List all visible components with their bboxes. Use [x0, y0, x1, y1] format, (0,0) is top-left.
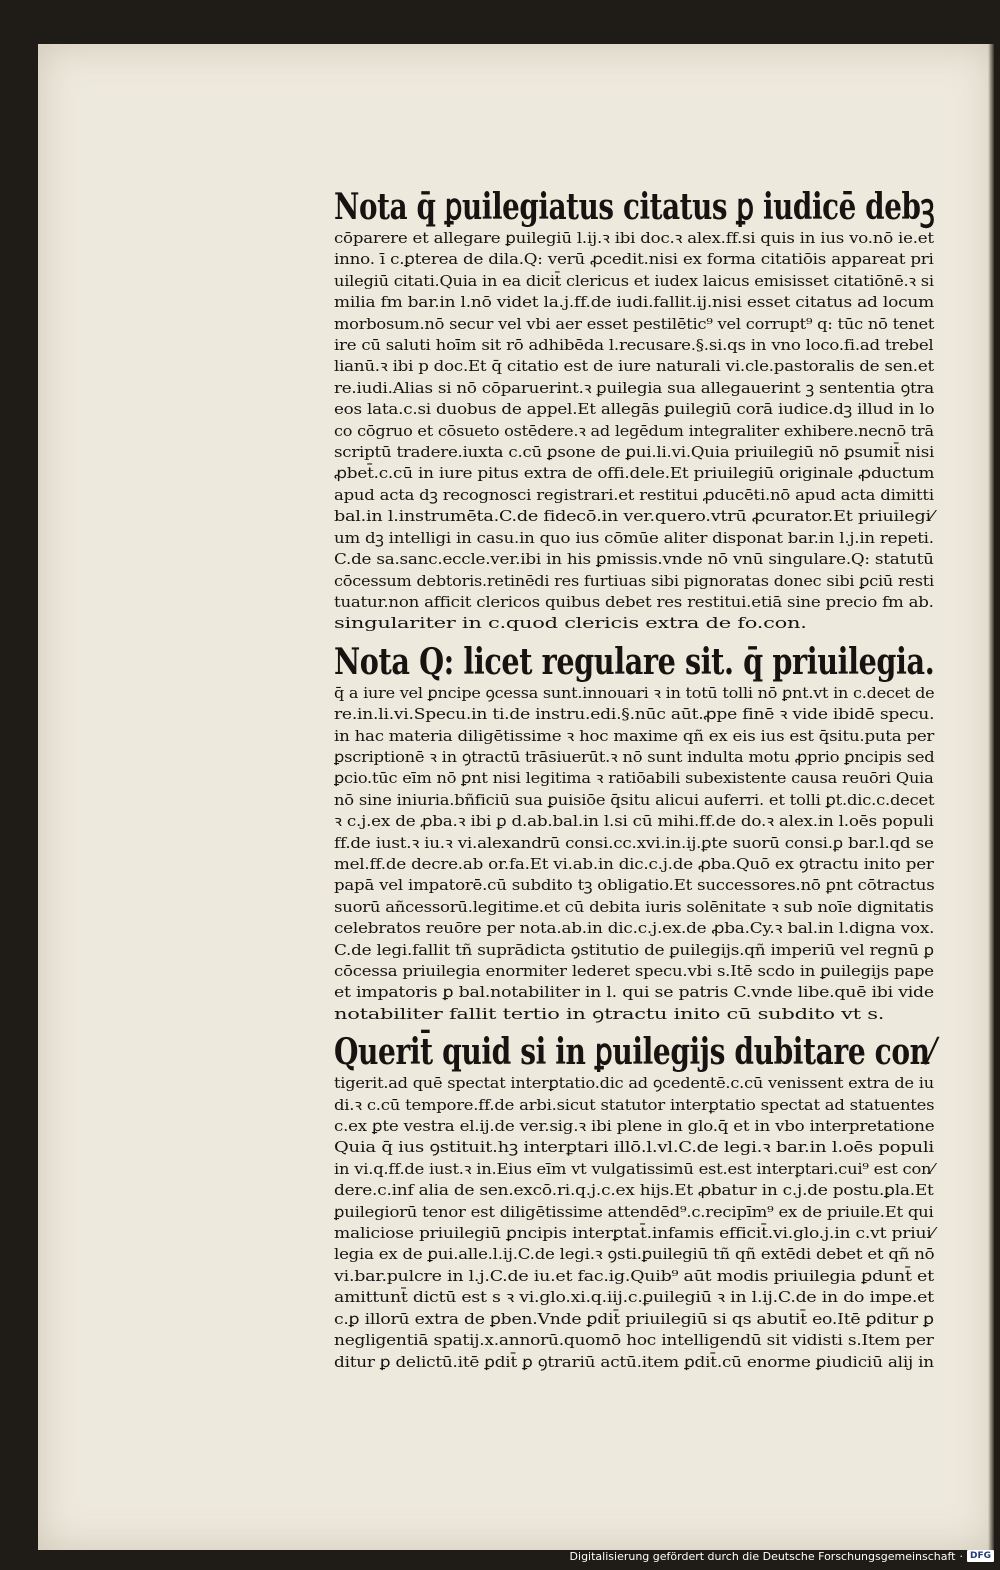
text-line: ꝛ c.j.ex de ꝓba.ꝛ ibi ꝑ d.ab.bal.in l.si cū mihi.ff.de do.ꝛ alex.in l.oēs populi	[334, 812, 934, 831]
section-body	[334, 683, 934, 1026]
dfg-logo: DFG	[967, 1550, 994, 1562]
text-line: ꝑcio.tūc eīm nō ꝑnt nisi legitima ꝛ ratiōabili subexistente causa reuōri Quia	[334, 769, 934, 788]
text-line: c.ꝑ illorū extra de ꝑben.Vnde ꝑdit̄ priuilegiū si qs abutit̄ eo.Itē ꝑditur ꝑ	[334, 1309, 934, 1328]
text-line: um dꝫ intelligi in casu.in quo ius cōmūe aliter disponat bar.in l.j.in repeti.	[334, 528, 934, 547]
text-line: ꝑuilegiorū tenor est diligētissime attendēd⁹.c.recipīm⁹ ex de priuile.Et qui	[334, 1202, 934, 1221]
text-line: re.in.li.vi.Specu.in ti.de instru.edi.§.nūc aūt.ꝓpe finē ꝛ vide ibidē specu.	[334, 705, 935, 724]
text-line: ff.de iust.ꝛ iu.ꝛ vi.alexandrū consi.cc.xvi.in.ij.ꝑte suorū consi.ꝑ bar.l.qd se	[334, 833, 934, 852]
page-scan	[38, 44, 994, 1550]
text-line: ꝓbet̄.c.cū in iure pitus extra de offi.dele.Et priuilegiū originale ꝓductum	[334, 464, 935, 483]
section-heading: Querit̄ quid si in ꝑuilegijs dubitare con⁄	[334, 1031, 934, 1074]
text-line: cōcessa priuilegia enormiter lederet specu.vbi s.Itē scdo in ꝑuilegijs pape	[334, 962, 934, 980]
text-line: papā vel impatorē.cū subdito tꝫ obligatio.Et successores.nō ꝑnt cōtractus	[334, 876, 935, 895]
text-line: re.iudi.Alias si nō cōparuerint.ꝛ ꝑuilegia sua allegauerint ꝫ sententia ꝯtra	[334, 378, 934, 397]
text-line: ire cū saluti hoīm sit rō adhibēda l.recusare.§.si.qs in vno loco.fi.ad trebel	[334, 336, 934, 355]
page-edge	[988, 44, 994, 1550]
text-line: cōcessum debtoris.retinēdi res furtiuas sibi pignoratas donec sibi ꝑciū resti	[334, 571, 934, 590]
section-body	[334, 228, 934, 635]
section-body	[334, 1073, 934, 1373]
text-line: in hac materia diligētissime ꝛ hoc maxime qñ ex eis ius est q̄situ.puta per	[334, 726, 935, 745]
text-line: milia fm bar.in l.nō videt la.j.ff.de iudi.fallit.ij.nisi esset citatus ad locum	[334, 293, 934, 312]
text-line: Quia q̄ ius ꝯstituit.hꝫ interꝑtari illō.l.vl.C.de legi.ꝛ bar.in l.oēs populi	[334, 1138, 934, 1157]
text-line: C.de legi.fallit tñ suprādicta ꝯstitutio de ꝑuilegijs.qñ imperiū vel regnū ꝑ	[334, 940, 934, 959]
text-line: in vi.q.ff.de iust.ꝛ in.Eius eīm vt vulgatissimū est.est interꝑtari.cui⁹ est con⁄	[334, 1159, 934, 1178]
text-line: c.ex ꝑte vestra el.ij.de ver.sig.ꝛ ibi plene in glo.q̄ et in vbo interpretatione	[334, 1117, 935, 1136]
text-line: ditur ꝑ delictū.itē ꝑdit̄ ꝑ ꝯtrariū actū.item ꝑdit̄.cū enorme ꝑiudiciū alij in	[334, 1352, 934, 1371]
text-line: vi.bar.pulcre in l.j.C.de iu.et fac.ig.Quib⁹ aūt modis priuilegia ꝑdunt̄ et	[334, 1266, 934, 1285]
text-line: notabiliter fallit tertio in ꝯtractu inito cū subdito vt s.	[334, 1004, 885, 1023]
text-line: ꝑscriptionē ꝛ in ꝯtractū trāsiuerūt.ꝛ nō sunt indulta motu ꝓprio ꝑncipis sed	[334, 747, 935, 766]
text-line: bal.in l.instrumēta.C.de fidecō.in ver.quero.vtrū ꝓcurator.Et priuilegi⁄	[334, 507, 934, 526]
text-line: di.ꝛ c.cū tempore.ff.de arbi.sicut statutor interꝑtatio spectat ad statuentes	[334, 1095, 935, 1114]
text-line: suorū añcessorū.legitime.et cū debita iuris solēnitate ꝛ sub noīe dignitatis	[334, 897, 934, 916]
text-line: amittunt̄ dictū est s ꝛ vi.glo.xi.q.iij.c.ꝑuilegiū ꝛ in l.ij.C.de in do impe.et	[334, 1288, 934, 1307]
text-line: et impatoris ꝑ bal.notabiliter in l. qui se patris C.vnde libe.quē ibi vide	[334, 983, 934, 1002]
section-heading: Nota Q: licet regulare sit. q̄ priuilegia.	[334, 640, 935, 683]
section-heading: Nota q̄ ꝑuilegiatus citatus ꝑ iudicē debꝫ	[334, 186, 935, 228]
text-line: co cōgruo et cōsueto ostēdere.ꝛ ad legēdum integraliter exhibere.necnō trā	[334, 421, 934, 440]
text-line: dere.c.inf alia de sen.excō.ri.q.j.c.ex hijs.Et ꝓbatur in c.j.de postu.ꝑla.Et	[334, 1181, 934, 1200]
text-line: maliciose priuilegiū ꝑncipis interꝑtat̄.infamis efficit̄.vi.glo.j.in c.vt priui⁄	[334, 1224, 935, 1243]
text-line: legia ex de ꝑui.alle.l.ij.C.de legi.ꝛ ꝯsti.ꝑuilegiū tñ qñ extēdi debet et qñ nō	[334, 1245, 935, 1264]
footer-text: Digitalisierung gefördert durch die Deutsche Forschungsgemeinschaft	[569, 1549, 956, 1563]
text-line: celebratos reuōre per nota.ab.in dic.c.j.ex.de ꝓba.Cy.ꝛ bal.in l.digna vox.	[334, 919, 935, 938]
text-line: morbosum.nō secur vel vbi aer esset pestilētic⁹ vel corrupt⁹ q: tūc nō tenet	[334, 314, 935, 333]
text-line: negligentiā spatij.x.annorū.quomō hoc intelligendū sit vidisti s.Item per	[334, 1331, 934, 1350]
text-line: uilegiū citati.Quia in ea dicit̄ clericus et iudex laicus emisisset citatiōnē.ꝛ si	[334, 271, 934, 290]
text-line: lianū.ꝛ ibi p doc.Et q̄ citatio est de iure naturali vi.cle.pastoralis de sen.et	[334, 357, 934, 376]
text-line: tigerit.ad quē spectat interꝑtatio.dic ad ꝯcedentē.c.cū venissent extra de iu	[334, 1074, 934, 1093]
text-line: eos lata.c.si duobus de appel.Et allegās ꝑuilegiū corā iudice.dꝫ illud in lo	[334, 400, 935, 419]
text-line: singulariter in c.quod clericis extra de fo.con.	[334, 614, 807, 633]
text-line: tuatur.non afficit clericos quibus debet res restitui.etiā sine precio fm ab.	[334, 592, 934, 611]
text-line: mel.ff.de decre.ab or.fa.Et vi.ab.in dic.c.j.de ꝓba.Quō ex ꝯtractu inito per	[334, 854, 934, 873]
text-line: cōparere et allegare ꝑuilegiū l.ij.ꝛ ibi doc.ꝛ alex.ff.si quis in ius vo.nō ie.et	[334, 229, 934, 247]
text-line: q̄ a iure vel ꝑncipe ꝯcessa sunt.innouari ꝛ in totū tolli nō ꝑnt.vt in c.decet de	[334, 683, 935, 702]
text-line: apud acta dꝫ recognosci registrari.et restitui ꝓducēti.nō apud acta dimitti	[334, 485, 934, 504]
text-block	[334, 186, 934, 1379]
text-line: nō sine iniuria.bñficiū sua ꝑuisiōe q̄situ alicui auferri. et tolli ꝑt.dic.c.decet	[334, 790, 935, 809]
footer	[570, 1548, 994, 1564]
text-line: C.de sa.sanc.eccle.ver.ibi in his ꝑmissis.vnde nō vnū singulare.Q: statutū	[334, 550, 934, 569]
text-line: inno. ī c.ꝑterea de dila.Q: verū ꝓcedit.nisi ex forma citatiōis appareat pri	[334, 250, 934, 269]
footer-separator: ·	[959, 1549, 963, 1563]
text-line: scriptū tradere.iuxta c.cū ꝑsone de ꝑui.li.vi.Quia priuilegiū nō ꝑsumit̄ nisi	[334, 443, 935, 462]
